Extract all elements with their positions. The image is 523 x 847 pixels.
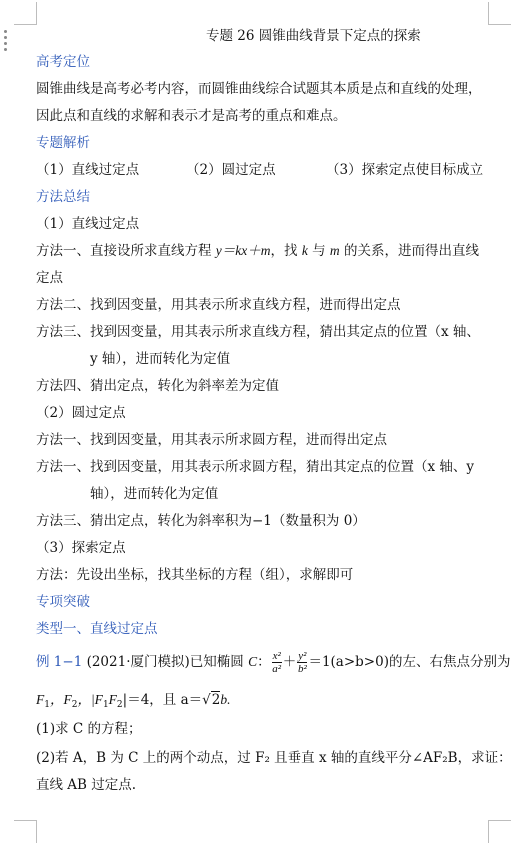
example-text: |＝4，且 a＝√ — [122, 692, 211, 708]
method-line-continued: y 轴），进而转化为定值 — [90, 351, 231, 367]
subscript: 2 — [71, 700, 78, 710]
type-heading: 类型一、直线过定点 — [36, 621, 158, 637]
section-heading: 专项突破 — [36, 594, 90, 610]
subsection-heading: （1）直线过定点 — [36, 216, 140, 232]
analysis-item: （2）圆过定点 — [186, 162, 276, 178]
math-variable: b. — [220, 692, 231, 707]
fraction-denominator: a² — [272, 663, 282, 675]
page-corner-mark — [14, 820, 37, 843]
math-variable: F — [36, 692, 45, 707]
method-line: 方法四、猜出定点，转化为斜率差为定值 — [36, 378, 279, 394]
method-text: 与 — [307, 243, 330, 259]
drag-handle-icon[interactable] — [4, 30, 7, 54]
sqrt-radicand: 2 — [211, 692, 221, 708]
fraction-y — [297, 650, 307, 675]
method-line: 方法：先设出坐标，找其坐标的方程（组），求解即可 — [36, 567, 354, 583]
subscript: 1 — [102, 700, 109, 710]
paragraph-line: 因此点和直线的求解和表示才是高考的重点和难点。 — [36, 108, 347, 124]
method-line-continued: 定点 — [36, 270, 63, 286]
document-title: 专题 26 圆锥曲线背景下定点的探索 — [206, 28, 421, 44]
subscript: 2 — [116, 700, 123, 710]
section-heading: 方法总结 — [36, 189, 90, 205]
example-source: (2021·厦门模拟)已知椭圆 — [86, 654, 249, 670]
method-line: 方法三、猜出定点，转化为斜率积为−1（数量积为 0） — [36, 513, 366, 529]
section-heading: 专题解析 — [36, 135, 90, 151]
math-variable: F — [108, 692, 117, 707]
method-line — [36, 241, 479, 261]
example-text: ＝1(a>b>0)的左、右焦点分别为 — [308, 654, 511, 670]
fraction-numerator: x² — [272, 650, 281, 662]
question-line-continued: 直线 AB 过定点. — [36, 777, 137, 793]
fraction-denominator: b² — [297, 663, 307, 675]
method-line-continued: 轴），进而转化为定值 — [90, 486, 219, 502]
math-operator: ＋ — [282, 654, 297, 670]
subsection-heading: （3）探索定点 — [36, 540, 126, 556]
method-line: 方法一、找到因变量，用其表示所求圆方程，进而得出定点 — [36, 432, 387, 448]
paragraph-line: 圆锥曲线是高考必考内容，而圆锥曲线综合试题其本质是点和直线的处理， — [36, 81, 482, 97]
math-variable: m — [329, 243, 340, 258]
analysis-item: （3）探索定点使目标成立 — [326, 162, 484, 178]
method-text: 的关系，进而得出直线 — [339, 243, 479, 259]
analysis-item: （1）直线过定点 — [36, 162, 140, 178]
example-line — [36, 648, 510, 676]
fraction-x — [272, 650, 282, 675]
method-text: ，找 — [270, 243, 302, 259]
section-heading: 高考定位 — [36, 54, 90, 70]
method-line: 方法一、找到因变量，用其表示所求圆方程，猜出其定点的位置（x 轴、y — [36, 459, 475, 475]
example-line — [36, 690, 230, 715]
page-corner-mark — [488, 2, 511, 25]
method-line: 方法三、找到因变量，用其表示所求直线方程，猜出其定点的位置（x 轴、 — [36, 324, 480, 340]
math-expression: y＝kx＋m — [215, 243, 271, 258]
math-variable: C — [248, 654, 258, 669]
fraction-numerator: y² — [298, 650, 307, 662]
example-label: 例 1−1 — [36, 654, 83, 670]
question-line: (2)若 A，B 为 C 上的两个动点，过 F₂ 且垂直 x 轴的直线平分∠AF₂B，求证： — [36, 750, 512, 766]
punctuation: ： — [257, 654, 271, 670]
page-corner-mark — [14, 2, 37, 25]
method-text: 方法一、直接设所求直线方程 — [36, 243, 216, 259]
math-variable: ，|F — [77, 692, 103, 707]
math-variable: ，F — [49, 692, 72, 707]
math-variable: k — [301, 243, 308, 258]
subsection-heading: （2）圆过定点 — [36, 405, 126, 421]
subscript: 1 — [44, 700, 50, 710]
method-line: 方法二、找到因变量，用其表示所求直线方程，进而得出定点 — [36, 297, 401, 313]
page-corner-mark — [488, 820, 511, 843]
question-line: (1)求 C 的方程； — [36, 721, 142, 737]
